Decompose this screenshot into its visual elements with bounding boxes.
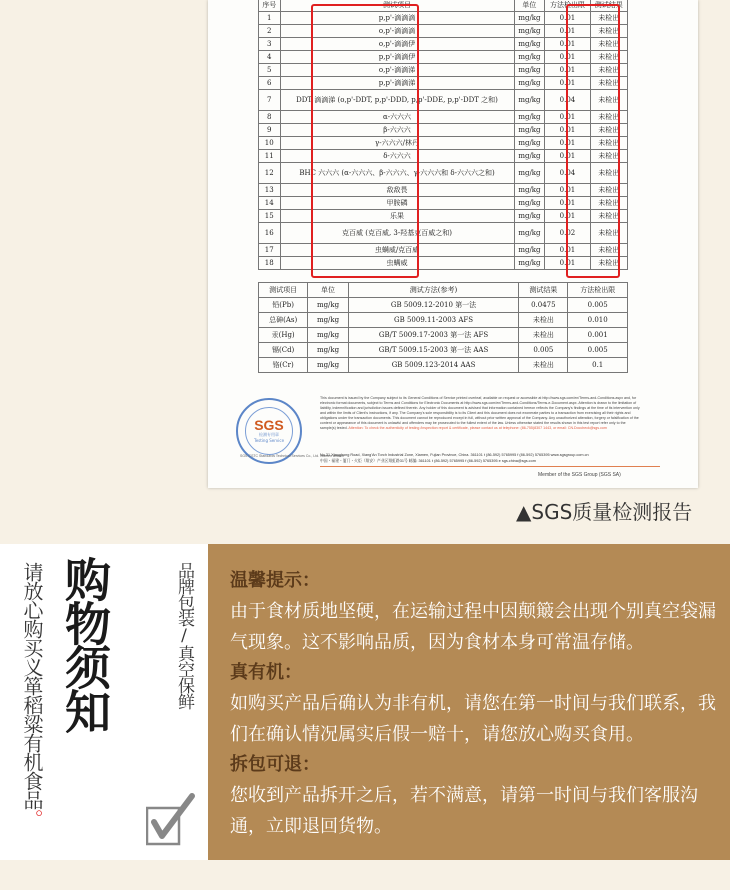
table-cell: 4 bbox=[259, 51, 281, 64]
table-cell: mg/kg bbox=[514, 257, 545, 270]
table-cell: mg/kg bbox=[308, 298, 349, 313]
table-cell: GB/T 5009.15-2003 第一法 AAS bbox=[348, 343, 518, 358]
table-cell: 0.010 bbox=[568, 313, 628, 328]
table-cell: mg/kg bbox=[514, 184, 545, 197]
table-cell: 汞(Hg) bbox=[259, 328, 308, 343]
table-row bbox=[259, 343, 628, 358]
table-cell: 12 bbox=[259, 163, 281, 184]
table-cell: 0.01 bbox=[545, 184, 590, 197]
column-header: 单位 bbox=[514, 0, 545, 12]
sgs-test-report bbox=[208, 0, 698, 488]
table-cell: 未检出 bbox=[519, 358, 568, 373]
column-header: 单位 bbox=[308, 283, 349, 298]
column-header: 方法检出限 bbox=[568, 283, 628, 298]
table-cell: 17 bbox=[259, 244, 281, 257]
table-cell: 0.01 bbox=[545, 150, 590, 163]
address-divider bbox=[320, 466, 660, 467]
table-cell: mg/kg bbox=[514, 163, 545, 184]
tips-list bbox=[230, 566, 720, 842]
table-cell: 甲胺磷 bbox=[280, 197, 514, 210]
table-cell: 总砷(As) bbox=[259, 313, 308, 328]
table-cell: 未检出 bbox=[590, 137, 627, 150]
table-cell: 6 bbox=[259, 77, 281, 90]
authenticity-notice: Attention: To check the authenticity of testing /inspection report & certificate, please contact us at telephone: (86-755)8307 1443, or email: CN.Doccheck@sgs.com bbox=[348, 426, 607, 430]
company-address bbox=[320, 452, 660, 464]
table-cell: GB 5009.11-2003 AFS bbox=[348, 313, 518, 328]
table-cell: 未检出 bbox=[519, 313, 568, 328]
table-cell: 0.02 bbox=[545, 223, 590, 244]
table-cell: 0.01 bbox=[545, 137, 590, 150]
table-row bbox=[259, 298, 628, 313]
table-cell: 2 bbox=[259, 25, 281, 38]
heavy-metal-results-table bbox=[258, 282, 628, 373]
table-cell: δ-六六六 bbox=[280, 150, 514, 163]
table-cell: GB 5009.123-2014 AAS bbox=[348, 358, 518, 373]
table-cell: 0.1 bbox=[568, 358, 628, 373]
table-cell: 未检出 bbox=[590, 184, 627, 197]
table-cell: 铬(Cr) bbox=[259, 358, 308, 373]
table-cell: 0.01 bbox=[545, 77, 590, 90]
purchase-notice-title: 购物须知 bbox=[58, 556, 112, 732]
table-cell: GB/T 5009.17-2003 第一法 AFS bbox=[348, 328, 518, 343]
column-header: 测试结果 bbox=[519, 283, 568, 298]
table-cell: BHC 六六六 (α-六六六、β-六六六、γ-六六六和 δ-六六六之和) bbox=[280, 163, 514, 184]
table-cell: 未检出 bbox=[590, 38, 627, 51]
test-item-highlight bbox=[311, 4, 419, 278]
table-cell: mg/kg bbox=[308, 328, 349, 343]
table-cell: 0.01 bbox=[545, 111, 590, 124]
table-cell: 0.01 bbox=[545, 244, 590, 257]
test-result-highlight bbox=[566, 4, 620, 278]
terms-text: This document is issued by the Company subject to its General Conditions of Service printed overleaf, available on request or accessible at http://www.sgs.com/en/Terms-and-Conditions.aspx and, for electronic format documents, subject to Terms and Conditions for Electronic Documents at http://www.sgs.com/en/Terms-and-Conditions/Terms-e-Document.aspx. Attention is drawn to the limitation of liability, indemnification and jurisdiction issues defined therein. Any holder of this document is advised that information contained hereon reflects the Company's findings at the time of its intervention only and within the limits of Client's instructions, if any. The Company's sole responsibility is to its Client and this document does not exonerate parties to a transaction from exercising all their rights and obligations under the transaction documents. This document cannot be reproduced except in full, without prior written approval of the Company. Any unauthorized alteration, forgery or falsification of the content or appearance of this document is unlawful and offenders may be prosecuted to the fullest extent of the law. Unless otherwise stated the results shown in this test report refer only to the sample(s) tested. bbox=[320, 396, 640, 430]
table-cell: 未检出 bbox=[590, 25, 627, 38]
table-cell: 0.01 bbox=[545, 12, 590, 25]
table-cell: 0.01 bbox=[545, 25, 590, 38]
terms-fine-print bbox=[320, 396, 640, 431]
table-cell: 0.0475 bbox=[519, 298, 568, 313]
table-cell: 0.01 bbox=[545, 257, 590, 270]
table-row bbox=[259, 358, 628, 373]
table-cell: o,p'-滴滴涕 bbox=[280, 64, 514, 77]
table-cell: mg/kg bbox=[514, 137, 545, 150]
table-cell: 9 bbox=[259, 124, 281, 137]
column-header: 测试结果 bbox=[590, 0, 627, 12]
column-header: 方法检出限 bbox=[545, 0, 590, 12]
table-cell: 未检出 bbox=[590, 223, 627, 244]
slogan-text: 请放心购买义箪稻粱有机食品 bbox=[20, 562, 44, 809]
table-cell: 未检出 bbox=[590, 257, 627, 270]
table-cell: 0.005 bbox=[568, 298, 628, 313]
table-cell: 5 bbox=[259, 64, 281, 77]
table-cell: mg/kg bbox=[514, 25, 545, 38]
tip-body-return: 您收到产品拆开之后，若不满意，请第一时间与我们客服沟通，立即退回货物。 bbox=[230, 785, 698, 837]
table-cell: GB 5009.12-2010 第一法 bbox=[348, 298, 518, 313]
table-cell: mg/kg bbox=[514, 223, 545, 244]
table-cell: 未检出 bbox=[590, 12, 627, 25]
table-cell: 0.005 bbox=[568, 343, 628, 358]
table-cell: o,p'-滴滴滴 bbox=[280, 25, 514, 38]
table-cell: 镉(Cd) bbox=[259, 343, 308, 358]
table-cell: 11 bbox=[259, 150, 281, 163]
table-cell: 敌敌畏 bbox=[280, 184, 514, 197]
table-cell: 10 bbox=[259, 137, 281, 150]
column-header: 序号 bbox=[259, 0, 281, 12]
table-cell: 0.01 bbox=[545, 197, 590, 210]
table-cell: mg/kg bbox=[514, 38, 545, 51]
table-cell: mg/kg bbox=[514, 150, 545, 163]
member-note: Member of the SGS Group (SGS SA) bbox=[538, 472, 621, 478]
table-cell: mg/kg bbox=[514, 111, 545, 124]
table-cell: 未检出 bbox=[590, 163, 627, 184]
report-caption: ▲SGS质量检测报告 bbox=[516, 500, 693, 524]
table-cell: mg/kg bbox=[514, 77, 545, 90]
table-cell: 乐果 bbox=[280, 210, 514, 223]
table-cell: mg/kg bbox=[308, 358, 349, 373]
table-cell: 14 bbox=[259, 197, 281, 210]
table-cell: 未检出 bbox=[590, 124, 627, 137]
tip-heading-organic: 真有机： bbox=[230, 662, 302, 683]
table-cell: 15 bbox=[259, 210, 281, 223]
table-cell: 未检出 bbox=[590, 210, 627, 223]
table-cell: 0.005 bbox=[519, 343, 568, 358]
table-cell: 0.01 bbox=[545, 124, 590, 137]
table-cell: 未检出 bbox=[590, 111, 627, 124]
table-cell: mg/kg bbox=[514, 51, 545, 64]
issuer-name: SGS-CSTC Standards Technical Services Co., Ltd. Xiamen Branch bbox=[240, 454, 345, 458]
seal-subtitle-en: Testing Service bbox=[253, 438, 285, 443]
table-cell: 未检出 bbox=[590, 150, 627, 163]
table-cell: 未检出 bbox=[590, 51, 627, 64]
seal-logo: SGS bbox=[254, 417, 284, 433]
table-cell: 未检出 bbox=[590, 77, 627, 90]
tip-heading-warm: 温馨提示： bbox=[230, 570, 320, 591]
table-cell: mg/kg bbox=[514, 244, 545, 257]
table-cell: mg/kg bbox=[308, 343, 349, 358]
table-cell: mg/kg bbox=[514, 124, 545, 137]
table-cell: 未检出 bbox=[519, 328, 568, 343]
checkmark-box-icon bbox=[146, 792, 196, 848]
table-cell: 0.01 bbox=[545, 38, 590, 51]
table-cell: 13 bbox=[259, 184, 281, 197]
address-cn: 中国・福建・厦门・火炬（翔安）产业区翔虹路31号 邮编: 361101 t (86-592) 5765995 f (86-592) 5765395 e sgs.china@sgs.com bbox=[320, 459, 536, 463]
table-cell: 铅(Pb) bbox=[259, 298, 308, 313]
seal-subtitle-cn: 检测专用章 bbox=[259, 432, 279, 437]
table-cell: 未检出 bbox=[590, 90, 627, 111]
table-cell: 7 bbox=[259, 90, 281, 111]
table-cell: mg/kg bbox=[514, 210, 545, 223]
table-cell: mg/kg bbox=[308, 313, 349, 328]
table-cell: mg/kg bbox=[514, 64, 545, 77]
table-cell: 3 bbox=[259, 38, 281, 51]
column-header: 测试项目 bbox=[259, 283, 308, 298]
table-row bbox=[259, 328, 628, 343]
table-cell: p,p'-滴滴涕 bbox=[280, 77, 514, 90]
table-cell: 0.01 bbox=[545, 210, 590, 223]
table-cell: 未检出 bbox=[590, 244, 627, 257]
table-row bbox=[259, 313, 628, 328]
tip-body-warm: 由于食材质地坚硬，在运输过程中因颠簸会出现个别真空袋漏气现象。这不影响品质，因为食材本身可常温存储。 bbox=[230, 601, 716, 653]
table-cell: o,p'-滴滴伊 bbox=[280, 38, 514, 51]
table-cell: 未检出 bbox=[590, 197, 627, 210]
table-cell: mg/kg bbox=[514, 12, 545, 25]
table-cell: 虫螨威/克百威 bbox=[280, 244, 514, 257]
table-cell: mg/kg bbox=[514, 90, 545, 111]
table-cell: 0.01 bbox=[545, 64, 590, 77]
table-cell: 0.04 bbox=[545, 163, 590, 184]
address-en: No.31 Xianghong Road, Xiang'An Torch Industrial Zone, Xiamen, Fujian Province, China. 361101 t (86-592) 5765995 f (86-592) 5765395 www.sgsgroup.com.cn bbox=[320, 453, 589, 457]
vertical-slogan bbox=[18, 562, 47, 828]
table-cell: 0.001 bbox=[568, 328, 628, 343]
table-cell: 克百威 (克百威, 3-羟基克百威之和) bbox=[280, 223, 514, 244]
table-cell: 0.01 bbox=[545, 51, 590, 64]
table-cell: γ-六六六/林丹 bbox=[280, 137, 514, 150]
table-cell: p,p'-滴滴伊 bbox=[280, 51, 514, 64]
tip-body-organic: 如购买产品后确认为非有机，请您在第一时间与我们联系，我们在确认情况属实后假一赔十，请您放心购买食用。 bbox=[230, 693, 716, 745]
table-cell: 0.04 bbox=[545, 90, 590, 111]
tip-heading-return: 拆包可退： bbox=[230, 754, 320, 775]
column-header: 测试项目 bbox=[280, 0, 514, 12]
table-cell: 虫螨威 bbox=[280, 257, 514, 270]
brand-packaging-note: 品牌包装/真空保鲜 bbox=[174, 562, 194, 709]
slogan-dot: 。 bbox=[20, 809, 44, 828]
table-cell: mg/kg bbox=[514, 197, 545, 210]
table-cell: 1 bbox=[259, 12, 281, 25]
table-cell: α-六六六 bbox=[280, 111, 514, 124]
table-cell: 8 bbox=[259, 111, 281, 124]
table-cell: p,p'-滴滴滴 bbox=[280, 12, 514, 25]
table-cell: 18 bbox=[259, 257, 281, 270]
table-cell: 16 bbox=[259, 223, 281, 244]
table-cell: 未检出 bbox=[590, 64, 627, 77]
table-cell: DDT 滴滴涕 (o,p'-DDT, p,p'-DDD, p,p'-DDE, p,p'-DDT 之和) bbox=[280, 90, 514, 111]
column-header: 测试方法(参考) bbox=[348, 283, 518, 298]
table-cell: β-六六六 bbox=[280, 124, 514, 137]
